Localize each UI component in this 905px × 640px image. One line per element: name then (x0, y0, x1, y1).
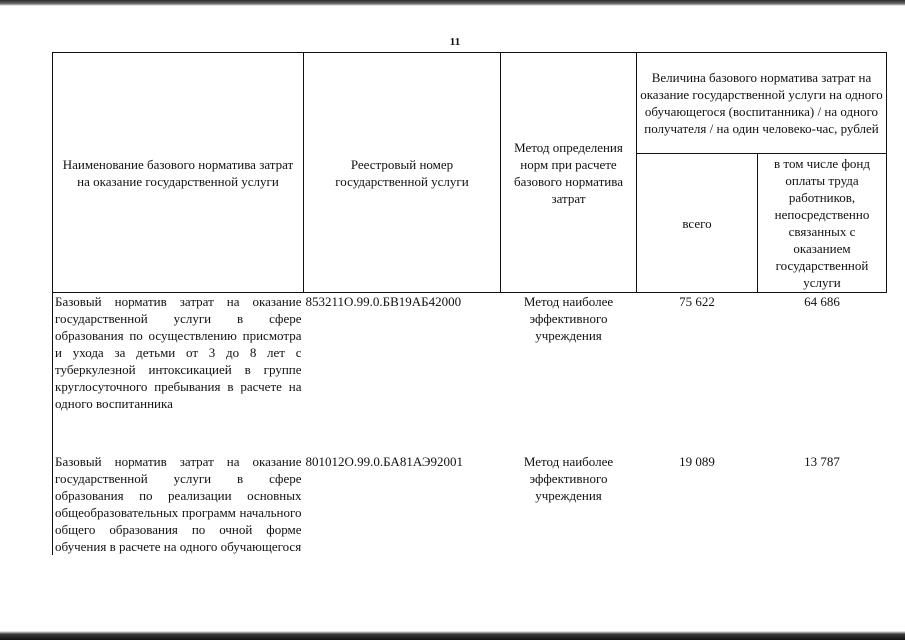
payroll-fund-cell: 64 686 (758, 293, 887, 444)
header-registry-number: Реестровый номер государственной услуги (304, 53, 501, 293)
table-header (53, 53, 887, 293)
header-method: Метод определения норм при расчете базового норматива затрат (501, 53, 637, 293)
norms-table (52, 52, 887, 555)
scan-top-edge (0, 0, 905, 6)
registry-number-cell: 853211О.99.0.БВ19АБ42000 (304, 293, 501, 444)
table-body (53, 293, 887, 556)
method-cell: Метод наиболее эффективного учреждения (501, 293, 637, 444)
scan-bottom-edge (0, 631, 905, 640)
header-name: Наименование базового норматива затрат на оказание государственной услуги (53, 53, 304, 293)
page-number: 11 (449, 36, 461, 48)
header-total: всего (637, 154, 758, 293)
norm-name-cell: Базовый норматив затрат на оказание государственной услуги в сфере образования по осуществлению присмотра и ухода за детьми от 3 до 8 лет с туберкулезной интоксикацией в группе круглосуточного пребывания в расчете на одного воспитанника (53, 293, 304, 444)
table-row (53, 293, 887, 444)
header-payroll-fund: в том числе фонд оплаты труда работников, непосредственно связанных с оказанием государственной услуги (758, 154, 887, 293)
header-value: Величина базового норматива затрат на оказание государственной услуги на одного обучающегося (воспитанника) / на одного получателя / на один человеко-час, рублей (637, 53, 887, 154)
method-cell: Метод наиболее эффективного учреждения (523, 454, 614, 503)
total-cell: 19 089 (679, 454, 715, 469)
total-cell: 75 622 (637, 293, 758, 444)
table-row (53, 443, 887, 555)
payroll-fund-cell: 13 787 (804, 454, 840, 469)
registry-number-cell: 801012О.99.0.БА81АЭ92001 (305, 454, 463, 469)
norm-name-cell: Базовый норматив затрат на оказание государственной услуги в сфере образования по реализации основных общеобразовательных программ начального общего образования по очной форме обучения в расчете на одного обучающегося (53, 443, 304, 555)
header-row-top (53, 53, 887, 154)
